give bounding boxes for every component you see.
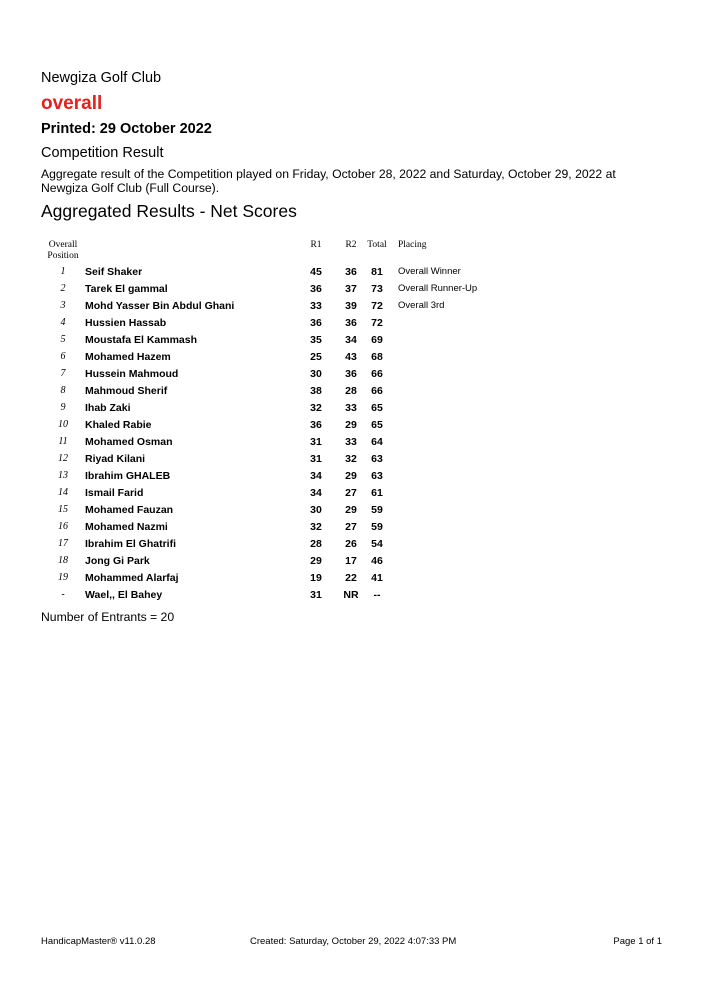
round-1-score: 34 bbox=[310, 487, 322, 499]
total-score: 73 bbox=[371, 283, 383, 295]
round-1-score: 19 bbox=[310, 572, 322, 584]
total-score: 54 bbox=[371, 538, 383, 550]
total-score: 63 bbox=[371, 470, 383, 482]
total-score: 72 bbox=[371, 317, 383, 329]
total-score: 61 bbox=[371, 487, 383, 499]
round-2-score: 27 bbox=[345, 521, 357, 533]
player-name: Tarek El gammal bbox=[85, 283, 168, 295]
table-row bbox=[41, 485, 471, 502]
club-name: Newgiza Golf Club bbox=[41, 70, 162, 86]
column-header-r1: R1 bbox=[310, 240, 322, 250]
results-table bbox=[41, 240, 478, 604]
row-position: 11 bbox=[58, 436, 68, 447]
round-2-score: 33 bbox=[345, 436, 357, 448]
row-position: 12 bbox=[58, 453, 68, 464]
results-table-header bbox=[41, 240, 471, 264]
player-name: Hussein Mahmoud bbox=[85, 368, 179, 380]
row-position: 16 bbox=[58, 521, 68, 532]
round-1-score: 38 bbox=[310, 385, 322, 397]
total-score: -- bbox=[373, 589, 381, 601]
round-1-score: 36 bbox=[310, 317, 322, 329]
placing-label: Overall 3rd bbox=[398, 300, 445, 311]
player-name: Mohamed Osman bbox=[85, 436, 173, 448]
footer-page: Page 1 of 1 bbox=[613, 936, 662, 947]
player-name: Mohamed Fauzan bbox=[85, 504, 174, 516]
player-name: Khaled Rabie bbox=[85, 419, 152, 431]
player-name: Seif Shaker bbox=[85, 266, 143, 278]
table-row bbox=[41, 451, 471, 468]
row-position: - bbox=[61, 589, 65, 600]
total-score: 59 bbox=[371, 521, 383, 533]
round-1-score: 36 bbox=[310, 283, 322, 295]
round-2-score: 32 bbox=[345, 453, 357, 465]
round-1-score: 30 bbox=[310, 504, 322, 516]
round-1-score: 34 bbox=[310, 470, 322, 482]
table-row bbox=[41, 315, 471, 332]
row-position: 1 bbox=[60, 266, 66, 277]
total-score: 69 bbox=[371, 334, 383, 346]
round-2-score: 22 bbox=[345, 572, 357, 584]
round-2-score: 26 bbox=[345, 538, 357, 550]
table-row bbox=[41, 264, 471, 281]
row-position: 17 bbox=[58, 538, 68, 549]
total-score: 81 bbox=[371, 266, 383, 278]
round-2-score: NR bbox=[343, 589, 359, 601]
row-position: 13 bbox=[58, 470, 68, 481]
player-name: Hussien Hassab bbox=[85, 317, 167, 329]
competition-description: Aggregate result of the Competition played on Friday, October 28, 2022 and Saturday, October 29, 2022 at Newgiza Golf Club (Full Course). bbox=[41, 167, 616, 195]
round-1-score: 33 bbox=[310, 300, 322, 312]
round-1-score: 45 bbox=[310, 266, 322, 278]
placing-label: Overall Winner bbox=[398, 266, 461, 277]
row-position: 8 bbox=[60, 385, 66, 396]
player-name: Ibrahim El Ghatrifi bbox=[85, 538, 177, 550]
total-score: 65 bbox=[371, 402, 383, 414]
printed-date: Printed: 29 October 2022 bbox=[41, 121, 212, 137]
entrants-count: Number of Entrants = 20 bbox=[41, 610, 175, 624]
row-position: 10 bbox=[58, 419, 68, 430]
table-row bbox=[41, 434, 471, 451]
table-row bbox=[41, 400, 471, 417]
table-row bbox=[41, 332, 471, 349]
table-row bbox=[41, 349, 471, 366]
footer-software: HandicapMaster® v11.0.28 bbox=[41, 936, 156, 947]
total-score: 65 bbox=[371, 419, 383, 431]
player-name: Moustafa El Kammash bbox=[85, 334, 198, 346]
player-name: Jong Gi Park bbox=[85, 555, 150, 567]
round-2-score: 36 bbox=[345, 266, 357, 278]
round-2-score: 28 bbox=[345, 385, 357, 397]
results-table-body bbox=[41, 264, 478, 604]
round-2-score: 17 bbox=[345, 555, 357, 567]
total-score: 66 bbox=[371, 368, 383, 380]
placing-label: Overall Runner-Up bbox=[398, 283, 478, 294]
table-row bbox=[41, 281, 478, 298]
player-name: Riyad Kilani bbox=[85, 453, 146, 465]
column-header-r2: R2 bbox=[345, 240, 357, 250]
row-position: 7 bbox=[60, 368, 66, 379]
row-position: 9 bbox=[60, 402, 66, 413]
round-2-score: 29 bbox=[345, 470, 357, 482]
player-name: Mohamed Hazem bbox=[85, 351, 171, 363]
round-2-score: 37 bbox=[345, 283, 357, 295]
column-header-position: Overall Position bbox=[47, 240, 79, 261]
column-header-placing: Placing bbox=[398, 240, 427, 250]
round-1-score: 25 bbox=[310, 351, 322, 363]
player-name: Ismail Farid bbox=[85, 487, 144, 499]
row-position: 6 bbox=[60, 351, 66, 362]
total-score: 41 bbox=[371, 572, 383, 584]
table-row bbox=[41, 366, 471, 383]
row-position: 14 bbox=[58, 487, 68, 498]
row-position: 18 bbox=[58, 555, 68, 566]
round-2-score: 33 bbox=[345, 402, 357, 414]
round-1-score: 31 bbox=[310, 589, 322, 601]
table-row bbox=[41, 502, 471, 519]
total-score: 66 bbox=[371, 385, 383, 397]
report-subtitle: Competition Result bbox=[41, 145, 164, 161]
table-row bbox=[41, 553, 471, 570]
row-position: 15 bbox=[58, 504, 68, 515]
round-1-score: 36 bbox=[310, 419, 322, 431]
player-name: Ibrahim GHALEB bbox=[85, 470, 171, 482]
round-2-score: 36 bbox=[345, 368, 357, 380]
player-name: Mahmoud Sherif bbox=[85, 385, 168, 397]
player-name: Wael,, El Bahey bbox=[85, 589, 163, 601]
column-header-total: Total bbox=[367, 240, 387, 250]
table-row bbox=[41, 383, 471, 400]
round-1-score: 29 bbox=[310, 555, 322, 567]
round-1-score: 28 bbox=[310, 538, 322, 550]
table-row bbox=[41, 519, 471, 536]
round-2-score: 29 bbox=[345, 504, 357, 516]
round-2-score: 36 bbox=[345, 317, 357, 329]
table-row bbox=[41, 298, 471, 315]
round-2-score: 43 bbox=[345, 351, 357, 363]
table-row bbox=[41, 536, 471, 553]
player-name: Mohammed Alarfaj bbox=[85, 572, 179, 584]
round-1-score: 32 bbox=[310, 402, 322, 414]
round-1-score: 30 bbox=[310, 368, 322, 380]
player-name: Mohd Yasser Bin Abdul Ghani bbox=[85, 300, 235, 312]
competition-name: overall bbox=[41, 93, 103, 114]
table-row bbox=[41, 587, 471, 604]
round-2-score: 39 bbox=[345, 300, 357, 312]
round-2-score: 29 bbox=[345, 419, 357, 431]
total-score: 46 bbox=[371, 555, 383, 567]
round-2-score: 34 bbox=[345, 334, 357, 346]
round-1-score: 35 bbox=[310, 334, 322, 346]
round-1-score: 31 bbox=[310, 436, 322, 448]
total-score: 63 bbox=[371, 453, 383, 465]
row-position: 3 bbox=[60, 300, 66, 311]
round-1-score: 31 bbox=[310, 453, 322, 465]
player-name: Mohamed Nazmi bbox=[85, 521, 168, 533]
total-score: 72 bbox=[371, 300, 383, 312]
table-row bbox=[41, 468, 471, 485]
round-2-score: 27 bbox=[345, 487, 357, 499]
row-position: 5 bbox=[60, 334, 66, 345]
table-row bbox=[41, 417, 471, 434]
total-score: 64 bbox=[371, 436, 383, 448]
section-heading: Aggregated Results - Net Scores bbox=[41, 201, 297, 221]
row-position: 2 bbox=[60, 283, 66, 294]
table-row bbox=[41, 570, 471, 587]
player-name: Ihab Zaki bbox=[85, 402, 131, 414]
row-position: 19 bbox=[58, 572, 68, 583]
footer-created: Created: Saturday, October 29, 2022 4:07:33 PM bbox=[250, 936, 457, 947]
round-1-score: 32 bbox=[310, 521, 322, 533]
total-score: 68 bbox=[371, 351, 383, 363]
row-position: 4 bbox=[60, 317, 66, 328]
total-score: 59 bbox=[371, 504, 383, 516]
